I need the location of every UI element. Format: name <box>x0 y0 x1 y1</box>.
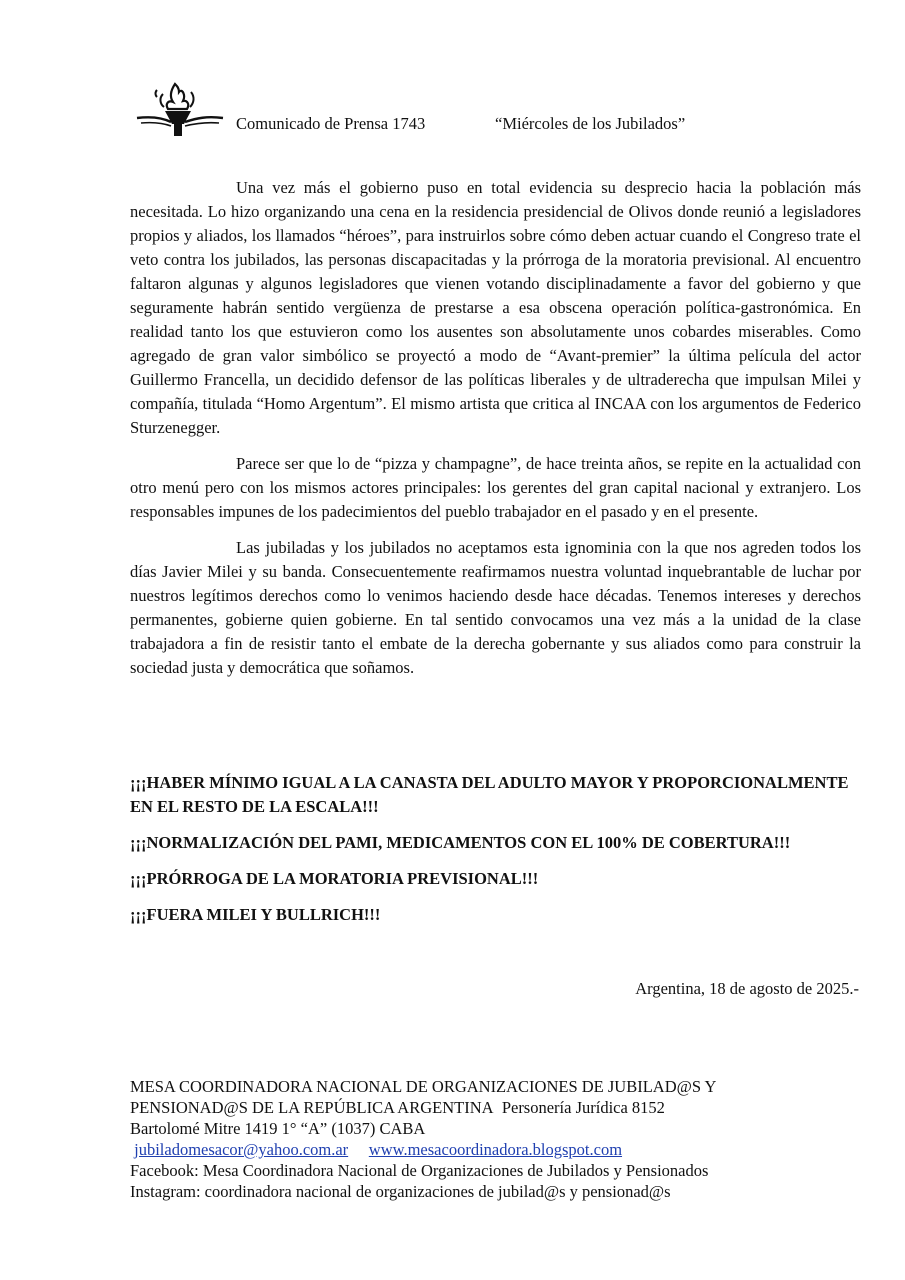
body-paragraph: Parece ser que lo de “pizza y champagne”, de hace treinta años, se repite en la actualidad con otro menú pero con los mismos actores principales: los gerentes del gran capital nacional y extranjero. Los responsables impunes de los padecimientos del pueblo trabajador en el pasado y en el presente. <box>130 454 861 521</box>
org-name-line: MESA COORDINADORA NACIONAL DE ORGANIZACIONES DE JUBILAD@S Y <box>130 1077 717 1096</box>
demand-item: ¡¡¡PRÓRROGA DE LA MORATORIA PREVISIONAL!!! <box>130 869 539 888</box>
demands-list <box>130 771 861 939</box>
address: Bartolomé Mitre 1419 1° “A” (1037) CABA <box>130 1119 426 1138</box>
torch-flame-icon <box>135 78 225 140</box>
body-paragraph: Las jubiladas y los jubilados no aceptamos esta ignominia con la que nos agreden todos los días Javier Milei y su banda. Consecuentemente reafirmamos nuestra voluntad inquebrantable de luchar por nuestros legítimos derechos como lo venimos haciendo desde hace décadas. Tenemos intereses y derechos permanentes, gobierne quien gobierne. En tal sentido convocamos una vez más a la unidad de la clase trabajadora a fin de resistir tanto el embate de la derecha gobernante y sus aliados como para construir la sociedad justa y democrática que soñamos. <box>130 538 861 677</box>
press-release-subtitle: “Miércoles de los Jubilados” <box>495 114 686 133</box>
website-link[interactable]: www.mesacoordinadora.blogspot.com <box>368 1140 623 1159</box>
org-name-line <box>130 1097 870 1118</box>
dateline: Argentina, 18 de agosto de 2025.- <box>635 979 859 998</box>
contact-links <box>130 1139 870 1160</box>
org-name-continued: PENSIONAD@S DE LA REPÚBLICA ARGENTINA <box>130 1098 494 1117</box>
body-text <box>130 176 861 692</box>
email-link[interactable]: jubiladomesacor@yahoo.com.ar <box>134 1140 349 1159</box>
body-paragraph: Una vez más el gobierno puso en total evidencia su desprecio hacia la población más necesitada. Lo hizo organizando una cena en la residencia presidencial de Olivos donde reunió a legisladores propios y aliados, los llamados “héroes”, para instruirlos sobre cómo deben actuar cuando el Congreso trate el veto contra los jubilados, las personas discapacitadas y la prórroga de la moratoria previsional. Al encuentro faltaron algunas y algunos legisladores que vienen votando disciplinadamente a favor del gobierno y que seguramente habrán sentido vergüenza de prestarse a esa obscena operación política-gastronómica. En realidad tanto los que estuvieron como los ausentes son absolutamente unos cobardes miserables. Como agregado de gran valor simbólico se proyectó a modo de “Avant-premier” la última película del actor Guillermo Francella, un decidido defensor de las políticas liberales y de ultraderecha que impulsan Milei y compañía, titulada “Homo Argentum”. El mismo artista que critica al INCAA con los argumentos de Federico Sturzenegger. <box>130 178 861 437</box>
demand-item: ¡¡¡NORMALIZACIÓN DEL PAMI, MEDICAMENTOS CON EL 100% DE COBERTURA!!! <box>130 833 791 852</box>
document-header <box>135 78 855 142</box>
organization-footer <box>130 1076 870 1202</box>
press-release-title: Comunicado de Prensa 1743 <box>236 114 426 133</box>
demand-item: ¡¡¡FUERA MILEI Y BULLRICH!!! <box>130 905 381 924</box>
instagram-line: Instagram: coordinadora nacional de organizaciones de jubilad@s y pensionad@s <box>130 1182 671 1201</box>
legal-registration: Personería Jurídica 8152 <box>501 1098 665 1117</box>
facebook-line: Facebook: Mesa Coordinadora Nacional de Organizaciones de Jubilados y Pensionados <box>130 1161 709 1180</box>
demand-item: ¡¡¡HABER MÍNIMO IGUAL A LA CANASTA DEL ADULTO MAYOR Y PROPORCIONALMENTE EN EL RESTO DE LA ESCALA!!! <box>130 773 849 816</box>
